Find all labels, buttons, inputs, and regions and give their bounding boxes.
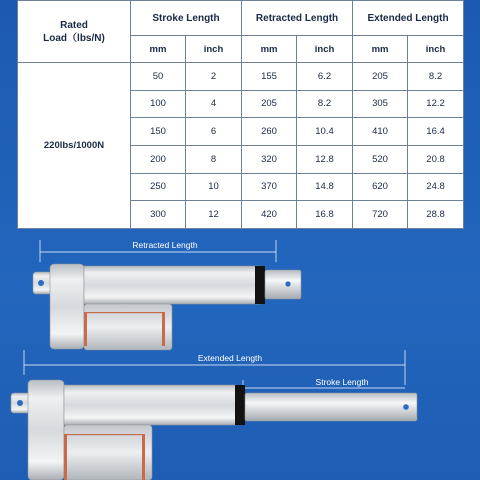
retracted-mm-cell: 155 — [242, 63, 297, 91]
stroke-inch-cell: 10 — [186, 173, 242, 201]
stroke-mm-cell: 100 — [131, 90, 186, 118]
table-header-row — [18, 1, 464, 36]
table-row — [18, 63, 464, 91]
stroke-inch-cell: 4 — [186, 90, 242, 118]
stroke-mm-cell: 50 — [131, 63, 186, 91]
retracted-mm-cell: 205 — [242, 90, 297, 118]
retracted-mm-cell: 420 — [242, 201, 297, 229]
retracted-inch-cell: 16.8 — [297, 201, 353, 229]
extended-mm-cell: 410 — [353, 118, 408, 146]
extended-inch-unit: inch — [408, 36, 464, 63]
stroke-inch-cell: 6 — [186, 118, 242, 146]
retracted-length-label: Retracted Length — [132, 240, 198, 250]
stroke-inch-unit: inch — [186, 36, 242, 63]
retracted-inch-unit: inch — [297, 36, 353, 63]
retracted-mm-cell: 260 — [242, 118, 297, 146]
extended-inch-cell: 12.2 — [408, 90, 464, 118]
extended-mm-cell: 205 — [353, 63, 408, 91]
extended-inch-cell: 20.8 — [408, 145, 464, 173]
retracted-inch-cell: 12.8 — [297, 145, 353, 173]
extended-mm-cell: 305 — [353, 90, 408, 118]
stroke-mm-unit: mm — [131, 36, 186, 63]
extended-length-header: Extended Length — [353, 1, 464, 36]
spec-table — [17, 0, 464, 229]
actuator-diagram — [0, 229, 480, 480]
rated-load-value: 220lbs/1000N — [18, 63, 131, 229]
extended-mm-cell: 520 — [353, 145, 408, 173]
retracted-dimension — [40, 240, 276, 262]
extended-length-label: Extended Length — [197, 353, 263, 363]
rated-load-header-line2: Load（lbs/N) — [43, 32, 105, 44]
stroke-mm-cell: 150 — [131, 118, 186, 146]
retracted-actuator — [33, 264, 301, 350]
stroke-dimension — [243, 377, 405, 395]
extended-actuator — [11, 380, 417, 480]
retracted-mm-cell: 320 — [242, 145, 297, 173]
stroke-mm-cell: 200 — [131, 145, 186, 173]
stroke-length-label: Stroke Length — [315, 377, 369, 387]
retracted-inch-cell: 10.4 — [297, 118, 353, 146]
extended-mm-unit: mm — [353, 36, 408, 63]
stroke-inch-cell: 12 — [186, 201, 242, 229]
extended-inch-cell: 16.4 — [408, 118, 464, 146]
extended-mm-cell: 720 — [353, 201, 408, 229]
rated-load-header-line1: Rated — [60, 19, 88, 31]
stroke-inch-cell: 2 — [186, 63, 242, 91]
stroke-inch-cell: 8 — [186, 145, 242, 173]
extended-mm-cell: 620 — [353, 173, 408, 201]
stroke-length-header: Stroke Length — [131, 1, 242, 36]
retracted-inch-cell: 8.2 — [297, 90, 353, 118]
rated-load-header — [18, 1, 131, 63]
extended-inch-cell: 24.8 — [408, 173, 464, 201]
retracted-inch-cell: 6.2 — [297, 63, 353, 91]
retracted-inch-cell: 14.8 — [297, 173, 353, 201]
stroke-mm-cell: 250 — [131, 173, 186, 201]
retracted-mm-unit: mm — [242, 36, 297, 63]
retracted-length-header: Retracted Length — [242, 1, 353, 36]
extended-inch-cell: 8.2 — [408, 63, 464, 91]
stroke-mm-cell: 300 — [131, 201, 186, 229]
retracted-mm-cell: 370 — [242, 173, 297, 201]
extended-inch-cell: 28.8 — [408, 201, 464, 229]
